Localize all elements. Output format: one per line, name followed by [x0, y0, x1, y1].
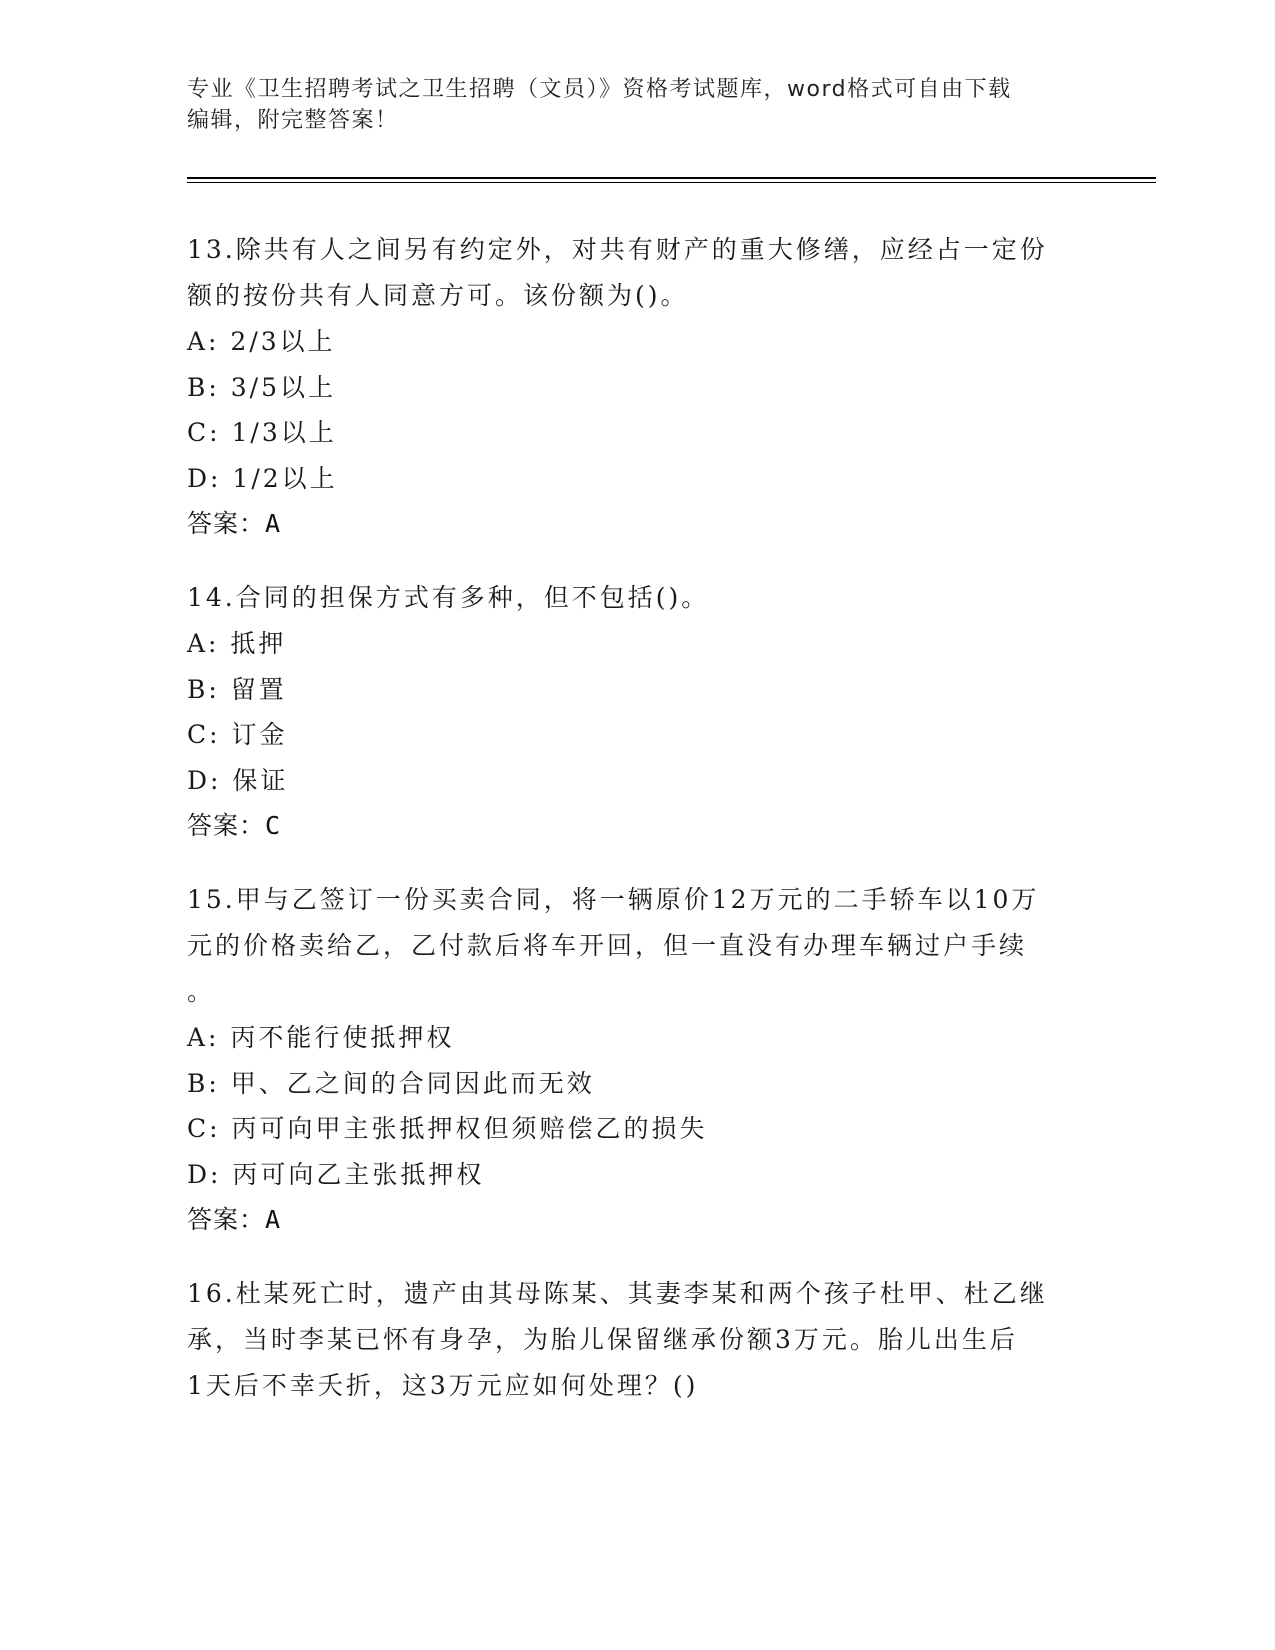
stem-line: 13.除共有人之间另有约定外，对共有财产的重大修缮，应经占一定份 — [187, 235, 1048, 264]
question-stem — [187, 575, 1087, 621]
stem-line: 元的价格卖给乙，乙付款后将车开回，但一直没有办理车辆过户手续 — [187, 931, 1028, 960]
answer-line — [187, 1197, 1087, 1243]
question-13 — [187, 227, 1087, 547]
header-line-2: 编辑，附完整答案！ — [187, 108, 399, 133]
question-stem — [187, 877, 1087, 1015]
header-divider-thin — [187, 182, 1156, 183]
option-d: D: 1/2以上 — [187, 463, 338, 493]
question-16 — [187, 1271, 1087, 1409]
stem-line: 1天后不幸夭折，这3万元应如何处理？() — [187, 1371, 699, 1400]
answer-label: 答案： — [187, 811, 266, 840]
answer-value: A — [265, 509, 282, 538]
question-stem — [187, 227, 1087, 319]
stem-line: 16.杜某死亡时，遗产由其母陈某、其妻李某和两个孩子杜甲、杜乙继 — [187, 1279, 1048, 1308]
answer-line — [187, 803, 1087, 849]
option-b: B: 甲、乙之间的合同因此而无效 — [187, 1068, 595, 1098]
answer-label: 答案： — [187, 1205, 266, 1234]
option-c: C: 丙可向甲主张抵押权但须赔偿乙的损失 — [187, 1114, 708, 1143]
header-line-1: 专业《卫生招聘考试之卫生招聘（文员）》资格考试题库，word格式可自由下载 — [187, 77, 1012, 102]
option-b: B: 留置 — [187, 674, 287, 704]
stem-line: 。 — [187, 977, 216, 1006]
option-c: C: 订金 — [187, 720, 288, 749]
option-c: C: 1/3以上 — [187, 418, 337, 447]
stem-line: 14.合同的担保方式有多种，但不包括()。 — [187, 583, 710, 612]
stem-line: 承，当时李某已怀有身孕，为胎儿保留继承份额3万元。胎儿出生后 — [187, 1325, 1018, 1354]
option-a: A: 丙不能行使抵押权 — [187, 1023, 455, 1052]
option-d: D: 丙可向乙主张抵押权 — [187, 1159, 485, 1189]
answer-value: C — [265, 811, 282, 840]
header-divider-thick — [187, 177, 1156, 179]
question-14 — [187, 575, 1087, 849]
answer-label: 答案： — [187, 509, 266, 538]
question-15 — [187, 877, 1087, 1243]
answer-line — [187, 501, 1087, 547]
stem-line: 额的按份共有人同意方可。该份额为()。 — [187, 281, 689, 310]
option-a: A: 抵押 — [187, 629, 287, 658]
option-b: B: 3/5以上 — [187, 372, 336, 402]
stem-line: 15.甲与乙签订一份买卖合同，将一辆原价12万元的二手轿车以10万 — [187, 885, 1040, 914]
question-stem — [187, 1271, 1087, 1409]
option-d: D: 保证 — [187, 765, 289, 795]
option-a: A: 2/3以上 — [187, 327, 336, 356]
document-header — [187, 74, 1087, 136]
answer-value: A — [265, 1205, 282, 1234]
